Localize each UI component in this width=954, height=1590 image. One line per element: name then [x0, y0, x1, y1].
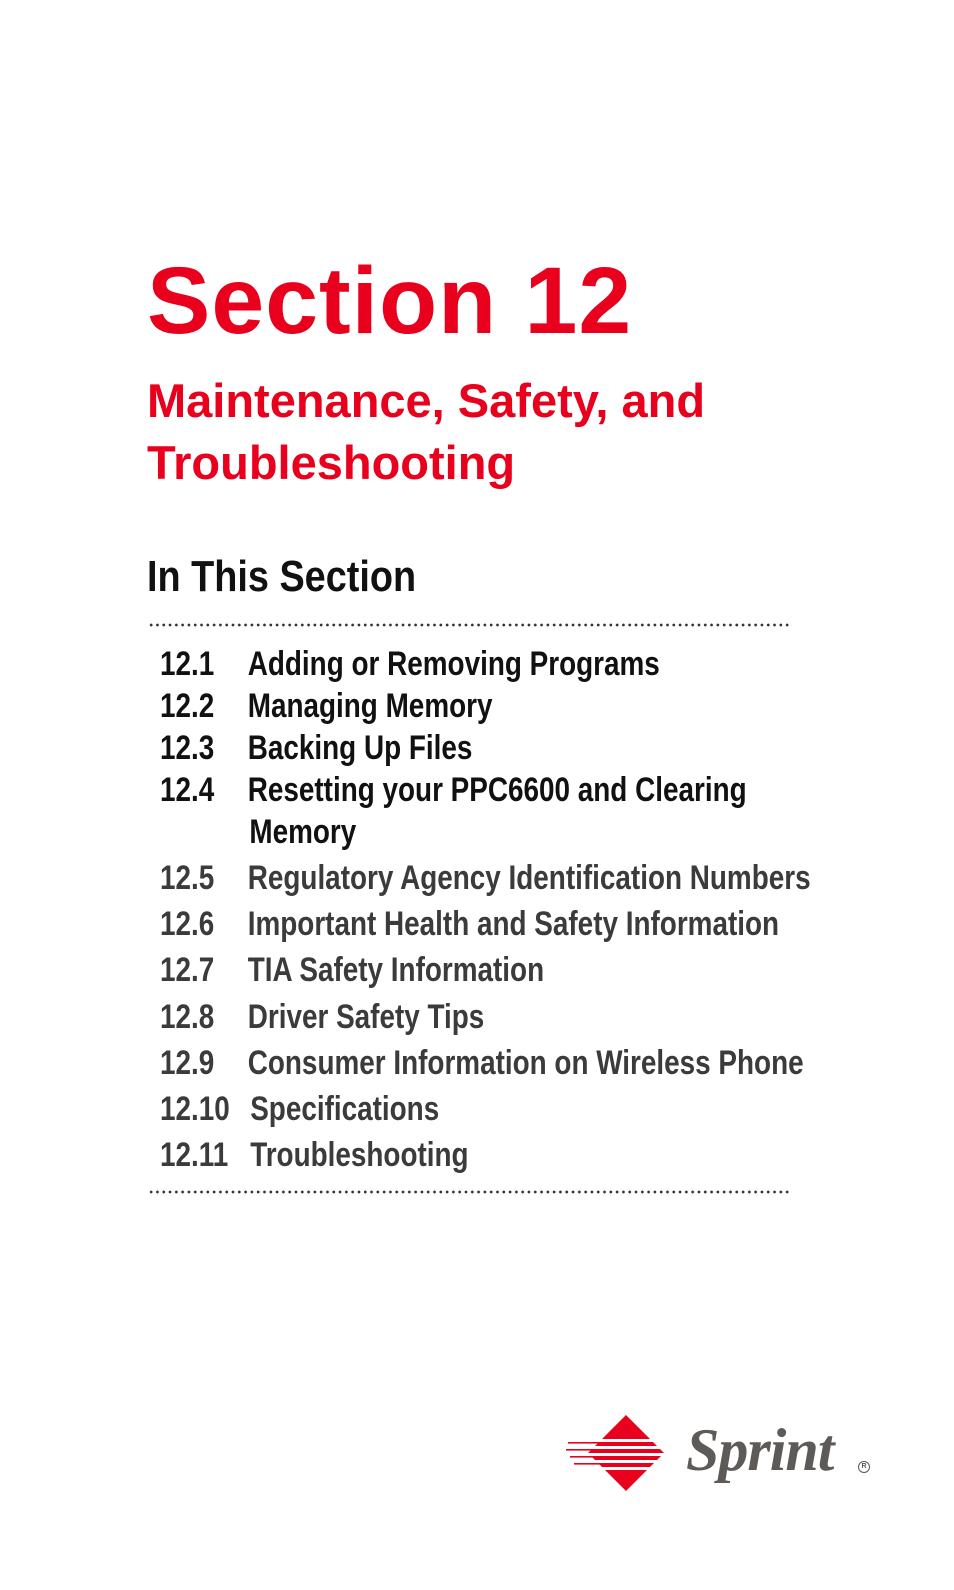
toc-item-label: Driver Safety Tips: [247, 998, 485, 1036]
toc-item-number: 12.4: [160, 771, 215, 809]
toc-item-label: Managing Memory: [247, 687, 493, 725]
toc-item-label: Backing Up Files: [247, 729, 473, 767]
toc-item-number: 12.3: [160, 729, 215, 767]
toc-item-label: TIA Safety Information: [247, 951, 545, 989]
registered-trademark-icon: R: [858, 1461, 870, 1473]
sprint-diamond-icon: [566, 1413, 686, 1493]
toc-item-label: Adding or Removing Programs: [247, 645, 660, 683]
toc-item-number: 12.10: [160, 1090, 230, 1128]
toc-item-label: Important Health and Safety Information: [247, 905, 780, 943]
toc-item-number: 12.6: [160, 905, 215, 943]
bottom-dotted-divider: [148, 1190, 792, 1194]
sprint-wordmark: Sprint: [686, 1417, 834, 1483]
toc-item-number: 12.9: [160, 1044, 215, 1082]
toc-item-number: 12.7: [160, 951, 215, 989]
toc-item-label: Consumer Information on Wireless Phone: [247, 1044, 804, 1082]
section-title: Section 12: [147, 248, 633, 354]
toc-item-number: 12.11: [160, 1136, 229, 1174]
toc-item-number: 12.5: [160, 859, 215, 897]
toc-item-number: 12.1: [160, 645, 215, 683]
toc-item-label-continuation: Memory: [249, 813, 357, 851]
section-subtitle-line-2: Troubleshooting: [147, 436, 516, 489]
toc-item-label: Regulatory Agency Identification Numbers: [247, 859, 811, 897]
sprint-logo: [566, 1413, 878, 1493]
toc-item-label: Specifications: [250, 1090, 440, 1128]
toc-item-number: 12.8: [160, 998, 215, 1036]
toc-item-label: Troubleshooting: [250, 1136, 469, 1174]
toc-item-label: Resetting your PPC6600 and Clearing: [247, 771, 747, 809]
toc-item-number: 12.2: [160, 687, 215, 725]
in-this-section-heading: In This Section: [147, 552, 417, 601]
section-subtitle-line-1: Maintenance, Safety, and: [147, 374, 706, 427]
